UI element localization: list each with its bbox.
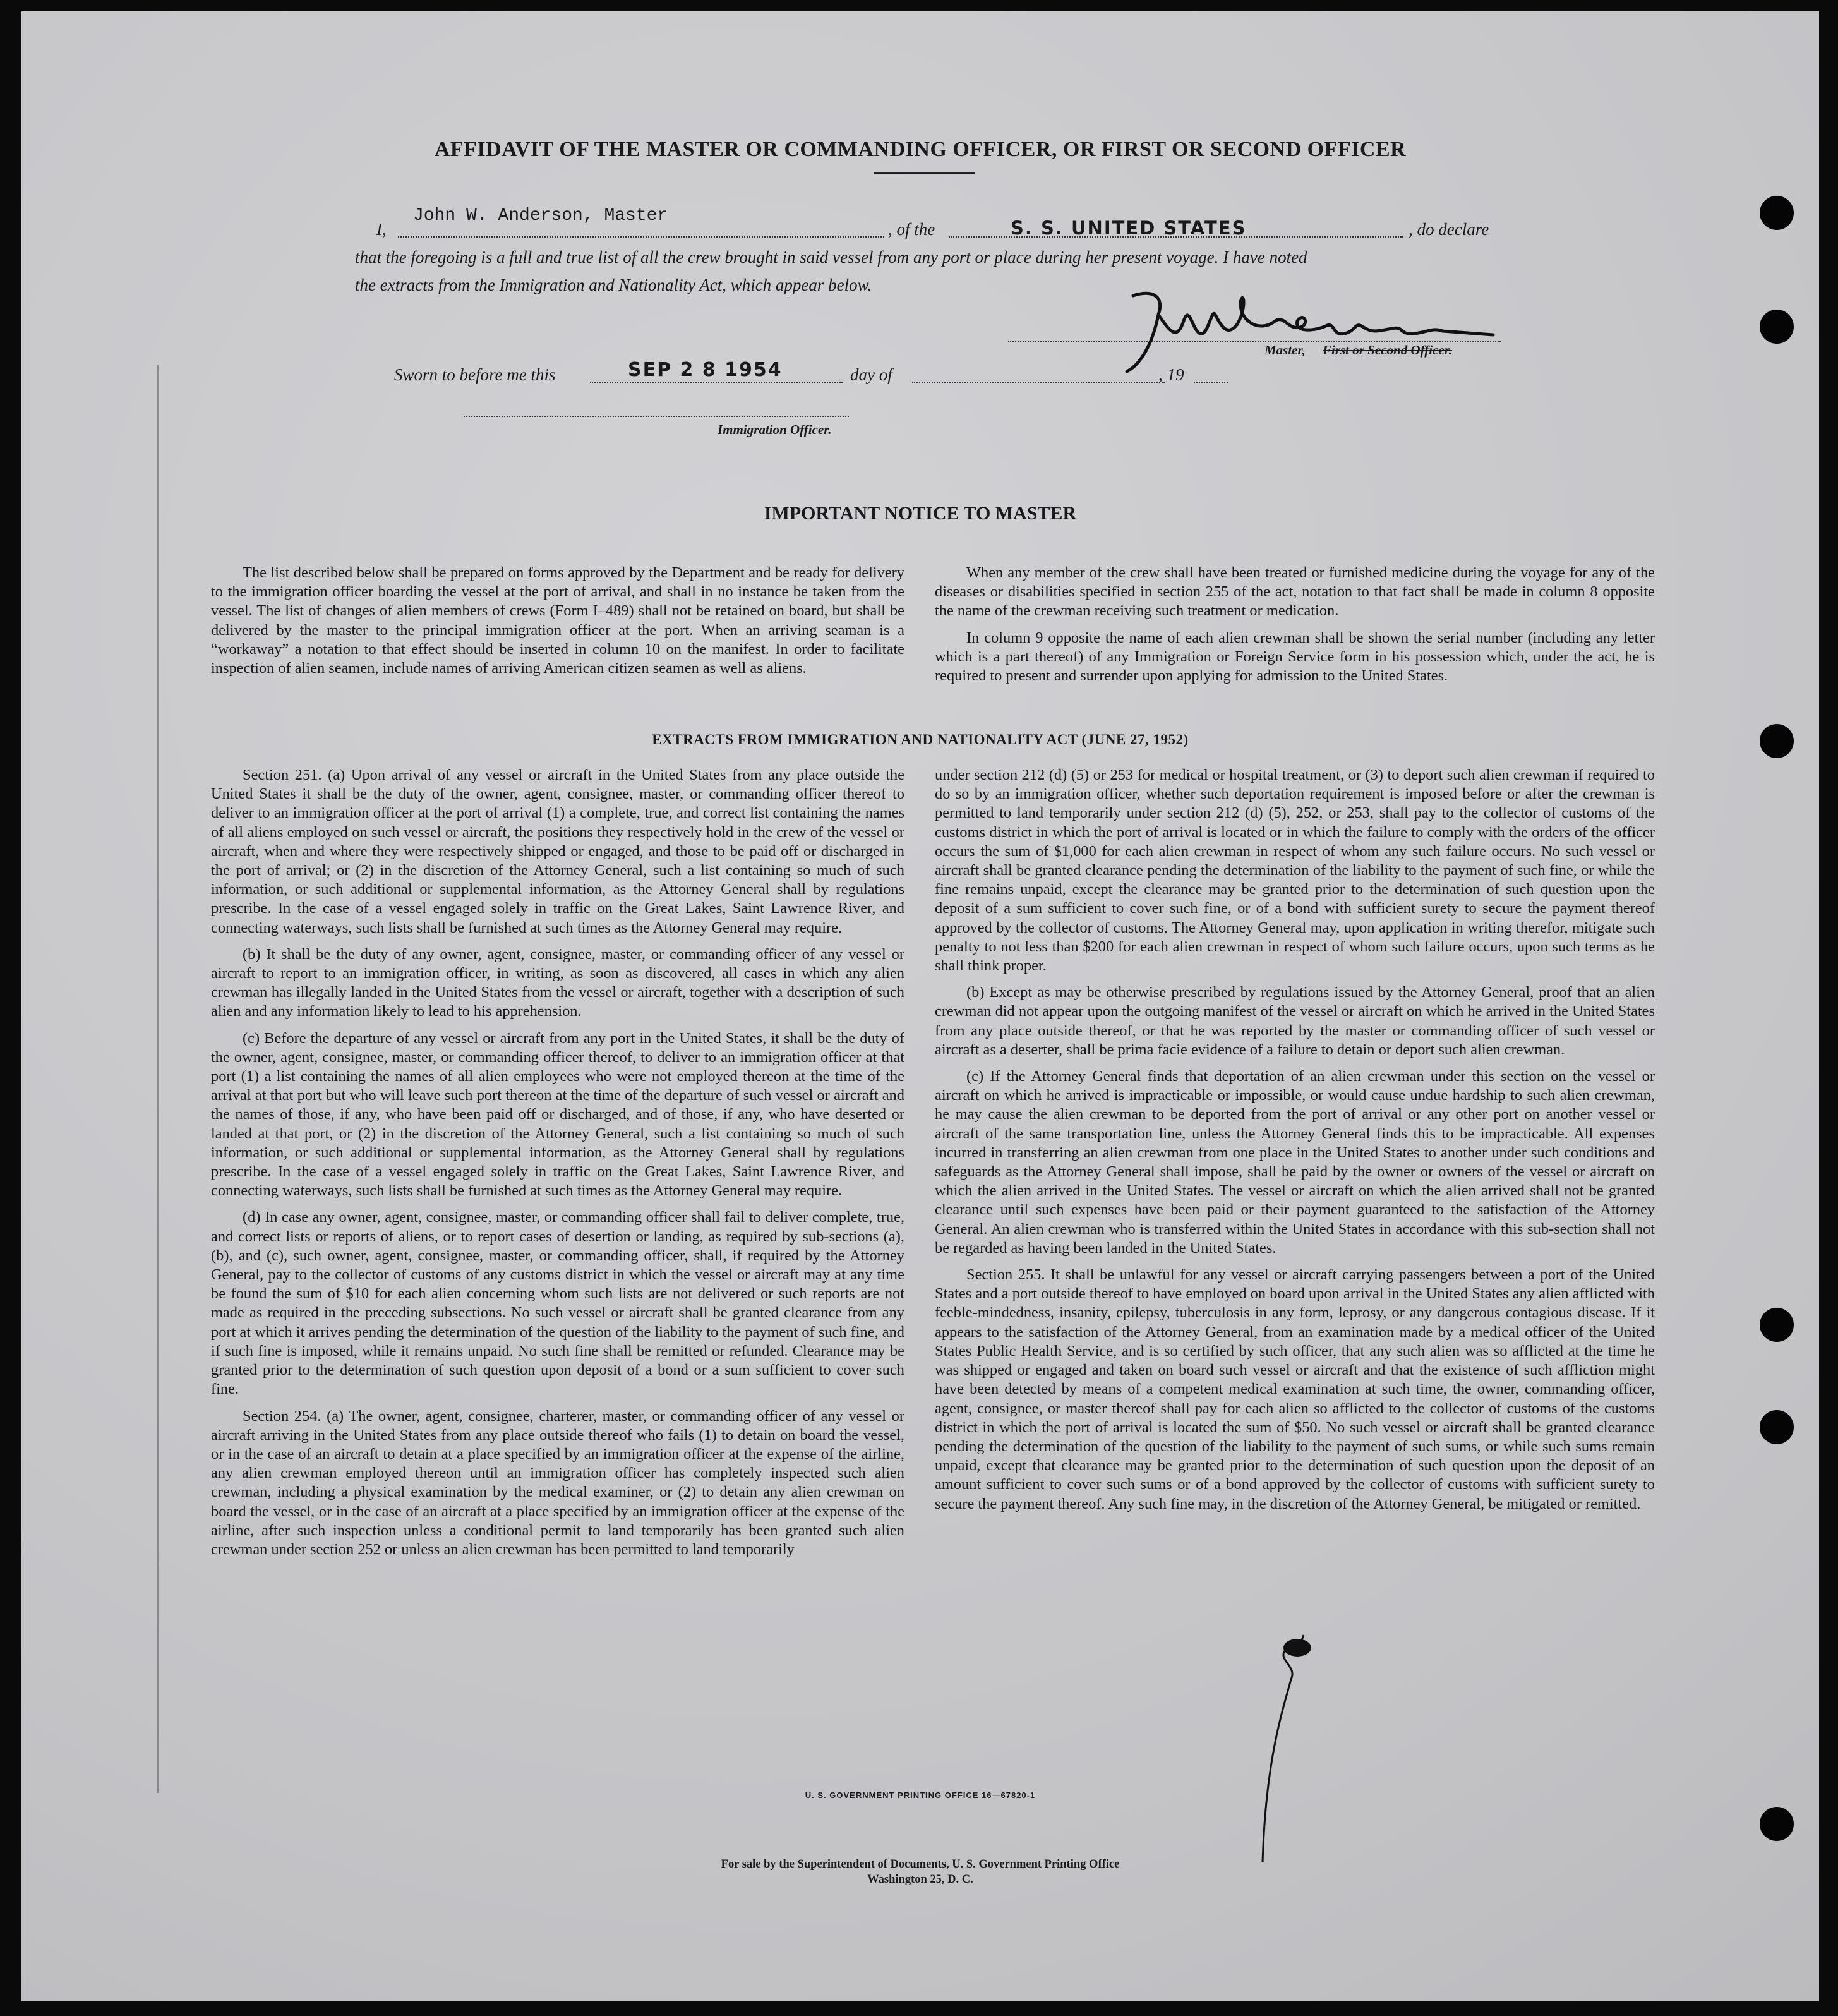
sale-line-2: Washington 25, D. C. bbox=[867, 1873, 973, 1886]
notice-right-column bbox=[935, 564, 1655, 685]
sworn-date-line bbox=[590, 382, 843, 383]
month-line bbox=[912, 382, 1165, 383]
do-declare-label: , do declare bbox=[1409, 220, 1489, 239]
section-251c: (c) Before the departure of any vessel or aircraft from any port in the United States, it shall be the duty of the owner, agent, consignee, master, or commanding officer thereof, to deliver to an immigration officer at that port (1) a list containing the names of all alien employees who were not employed thereon at the time of the arrival at that port but who will leave such port thereon at the time of the departure of such vessel or aircraft and the names of those, if any, who have been paid off or discharged, and of those, if any, who have deserted or landed at that port, or (2) in the discretion of the Attorney General, such a list containing so much of such information, or such additional or supplemental information, as the Attorney General shall by regulations prescribe. In the case of a vessel engaged solely in traffic on the Great Lakes, Saint Lawrence River, and connecting waterways, such lists shall be furnished at such times as the Attorney General may require. bbox=[211, 1029, 904, 1200]
section-254a: Section 254. (a) The owner, agent, consignee, charterer, master, or commanding officer of any vessel or aircraft arriving in the United States from any place outside thereof who fails (1) to detain on board the vessel, or in the case of an aircraft to detain at a place specified by an immigration officer at the expense of the airline, any alien crewman employed thereon until an immigration officer has completely inspected such alien crewman, including a physical examination by the medical examiner, or (2) to detain any alien crewman on board the vessel, or in the case of an aircraft at a place specified by an immigration officer at the expense of the airline, after such inspection unless a conditional permit to land temporarily has been granted such alien crewman under section 252 or unless an alien crewman has been permitted to land temporarily bbox=[211, 1407, 904, 1558]
officer-line bbox=[464, 416, 849, 417]
statement-line-2: the extracts from the Immigration and Nationality Act, which appear below. bbox=[355, 275, 872, 294]
section-251d: (d) In case any owner, agent, consignee, master, or commanding officer shall fail to deliver complete, true, and correct lists or reports of aliens, or to report cases of desertion or landing, as required by sub-sections (a), (b), and (c), such owner, agent, consignee, master, or commanding officer, shall, if required by the Attorney General, pay to the collector of customs of any customs district in which the vessel or aircraft may at any time be found the sum of $10 for each alien concerning whom such lists are not delivered or such reports are not made as required in the preceding subsections. No such vessel or aircraft shall be granted clearance from any port at which it arrives pending the determination of the question of the liability to the payment of such fine, and if such fine is imposed, while it remains unpaid. No such fine shall be remitted or refunded. Clearance may be granted prior to the determination of such question upon deposit of a bond or a sum sufficient to cover such fine. bbox=[211, 1209, 904, 1398]
notice-paragraph: In column 9 opposite the name of each alien crewman shall be shown the serial number (including any letter which is a part thereof) of any Immigration or Foreign Service form in his possession which, under the act, he is required to present and surrender upon applying for admission to the United States. bbox=[935, 629, 1655, 685]
notice-paragraph: When any member of the crew shall have been treated or furnished medicine during the voyage for any of the diseases or disabilities specified in section 255 of the act, notation to that fact shall be made in column 8 opposite the name of the crewman receiving such treatment or medication. bbox=[935, 564, 1655, 620]
year-prefix: , 19 bbox=[1158, 365, 1184, 384]
i-label: I, bbox=[376, 220, 387, 239]
day-of-label: day of bbox=[850, 365, 892, 384]
punch-hole bbox=[1760, 1807, 1794, 1841]
ink-mark bbox=[1259, 1629, 1335, 1869]
punch-hole bbox=[1760, 1410, 1794, 1444]
section-254b: (b) Except as may be otherwise prescribed by regulations issued by the Attorney General, proof that an alien crewman did not appear upon the outgoing manifest of the vessel or aircraft on which he arrived in the United States from any place outside thereof, or that he was reported by the master or commanding officer of such vessel or aircraft as a deserter, shall be prima facie evidence of a failure to detain or deport such alien crewman. bbox=[935, 984, 1655, 1058]
extracts-right-column bbox=[935, 766, 1655, 1514]
year-line bbox=[1194, 382, 1228, 383]
extracts-left-column bbox=[211, 766, 904, 1559]
section-254a-cont: under section 212 (d) (5) or 253 for medical or hospital treatment, or (3) to deport such alien crewman if required to do so by an immigration officer, whether such deportation requirement is imposed before or after the crewman is permitted to land temporarily under section 212 (d) (5), 252, or 253, shall pay to the collector of customs of the customs district in which the port of arrival is located or in which the failure to comply with the orders of the officer occurs the sum of $1,000 for each alien crewman in respect of whom any such failure occurs. No such vessel or aircraft shall be granted clearance pending the determination of the liability to the payment of such fine, or while the fine remains unpaid, except the clearance may be granted prior to the determination of such question upon the deposit of a sum sufficient to cover such fine, or of a bond with sufficient surety to secure the payment thereof approved by the collector of customs. The Attorney General may, upon application in writing therefor, mitigate such penalty to not less than $200 for each alien crewman in respect of whom such failure occurs, upon such terms as he shall think proper. bbox=[935, 766, 1655, 975]
vessel-name: S. S. UNITED STATES bbox=[1011, 217, 1247, 239]
affidavit-title: AFFIDAVIT OF THE MASTER OR COMMANDING OFFICER, OR FIRST OR SECOND OFFICER bbox=[434, 138, 1407, 161]
statement-line-1: that the foregoing is a full and true list of all the crew brought in said vessel from any port or place during her present voyage. I have noted bbox=[355, 248, 1307, 267]
notice-heading: IMPORTANT NOTICE TO MASTER bbox=[764, 503, 1077, 524]
struck-caption: First or Second Officer. bbox=[1323, 342, 1452, 358]
sale-line-1: For sale by the Superintendent of Documents, U. S. Government Printing Office bbox=[721, 1858, 1120, 1871]
officer-caption: Immigration Officer. bbox=[718, 422, 832, 437]
master-name: John W. Anderson, Master bbox=[413, 206, 668, 226]
printing-office-code: U. S. GOVERNMENT PRINTING OFFICE 16—67820-1 bbox=[805, 1790, 1036, 1800]
signature-image bbox=[1114, 277, 1518, 378]
punch-hole bbox=[1760, 196, 1794, 230]
section-251b: (b) It shall be the duty of any owner, agent, consignee, master, or commanding officer of any vessel or aircraft to report to an immigration officer, in writing, as soon as discovered, all cases in which any alien crewman has illegally landed in the United States from the vessel or aircraft, together with a description of such alien and any information likely to lead to his apprehension. bbox=[211, 945, 904, 1020]
extracts-heading: EXTRACTS FROM IMMIGRATION AND NATIONALITY ACT (JUNE 27, 1952) bbox=[652, 732, 1189, 747]
margin-line bbox=[157, 365, 159, 1793]
document-page bbox=[21, 11, 1819, 2001]
notice-paragraph: The list described below shall be prepared on forms approved by the Department and be ready for delivery to the immigration officer boarding the vessel at the port of arrival, and shall in no instance be taken from the vessel. The list of changes of alien members of crews (Form I–489) shall not be retained on board, but shall be delivered by the master to the principal immigration officer at the port. When an arriving seaman is a “workaway” a notation to that effect should be inserted in column 10 on the manifest. In order to facilitate inspection of alien seamen, include names of arriving American citizen seamen as well as aliens. bbox=[211, 564, 904, 677]
sworn-label: Sworn to before me this bbox=[394, 365, 556, 384]
section-255: Section 255. It shall be unlawful for any vessel or aircraft carrying passengers between a port of the United States and a port outside thereof to have employed on board upon arrival in the United States any alien afflicted with feeble-mindedness, insanity, epilepsy, tuberculosis in any form, leprosy, or any dangerous contagious disease. If it appears to the satisfaction of the Attorney General, from an examination made by a medical officer of the United States Public Health Service, and is so certified by such officer, that any such alien was so afflicted at the time he was shipped or engaged and taken on board such vessel or aircraft and that the existence of such affliction might have been detected by means of a competent medical examination at such time, the owner, commanding officer, agent, consignee, or master thereof shall pay for each alien so afflicted to the collector of customs of the customs district in which the port of arrival is located the sum of $50. No such vessel or aircraft shall be granted clearance pending the determination of the question of the liability to the payment of such sums, or while such sums remain unpaid, except that clearance may be granted prior to the determination of such question upon the deposit of an amount sufficient to cover such sums or of a bond approved by the collector of customs with sufficient surety to secure the payment thereof. Any such fine may, in the discretion of the Attorney General, be mitigated or remitted. bbox=[935, 1266, 1655, 1512]
name-line bbox=[398, 236, 884, 238]
notice-left-column bbox=[211, 564, 904, 678]
punch-hole bbox=[1760, 1308, 1794, 1342]
section-254c: (c) If the Attorney General finds that deportation of an alien crewman under this section on the vessel or aircraft on which he arrived is impracticable or impossible, or would cause undue hardship to such alien crewman, he may cause the alien crewman to be deported from the port of arrival or any other port on another vessel or aircraft of the same transportation line, unless the Attorney General finds this to be impracticable. All expenses incurred in transferring an alien crewman from one place in the United States to another under such conditions and safeguards as the Attorney General shall impose, shall be paid by the owner or owners of the vessel or aircraft on which the alien arrived in the United States. The vessel or aircraft on which the alien arrived shall not be granted clearance until such expenses have been paid or their payment guaranteed to the satisfaction of the Attorney General. An alien crewman who is transferred within the United States in accordance with this sub-section shall not be regarded as having been landed in the United States. bbox=[935, 1068, 1655, 1257]
date-stamp: SEP 2 8 1954 bbox=[628, 359, 783, 381]
title-rule bbox=[874, 172, 975, 174]
punch-hole bbox=[1760, 310, 1794, 344]
master-caption: Master, bbox=[1264, 342, 1306, 358]
section-251a: Section 251. (a) Upon arrival of any vessel or aircraft in the United States from any place outside the United States it shall be the duty of the owner, agent, consignee, master, or commanding officer thereof to deliver to an immigration officer at the port of arrival (1) a complete, true, and correct list containing the names of all aliens employed on such vessel or aircraft, the positions they respectively hold in the crew of the vessel or aircraft, when and where they were respectively shipped or engaged, and those to be paid off or discharged in the port of arrival; or (2) in the discretion of the Attorney General, such a list containing so much of such information, or such additional or supplemental information, as the Attorney General shall by regulations prescribe. In the case of a vessel engaged solely in traffic on the Great Lakes, Saint Lawrence River, and connecting waterways, such lists shall be furnished at such times as the Attorney General may require. bbox=[211, 766, 904, 936]
of-the-label: , of the bbox=[888, 220, 935, 239]
